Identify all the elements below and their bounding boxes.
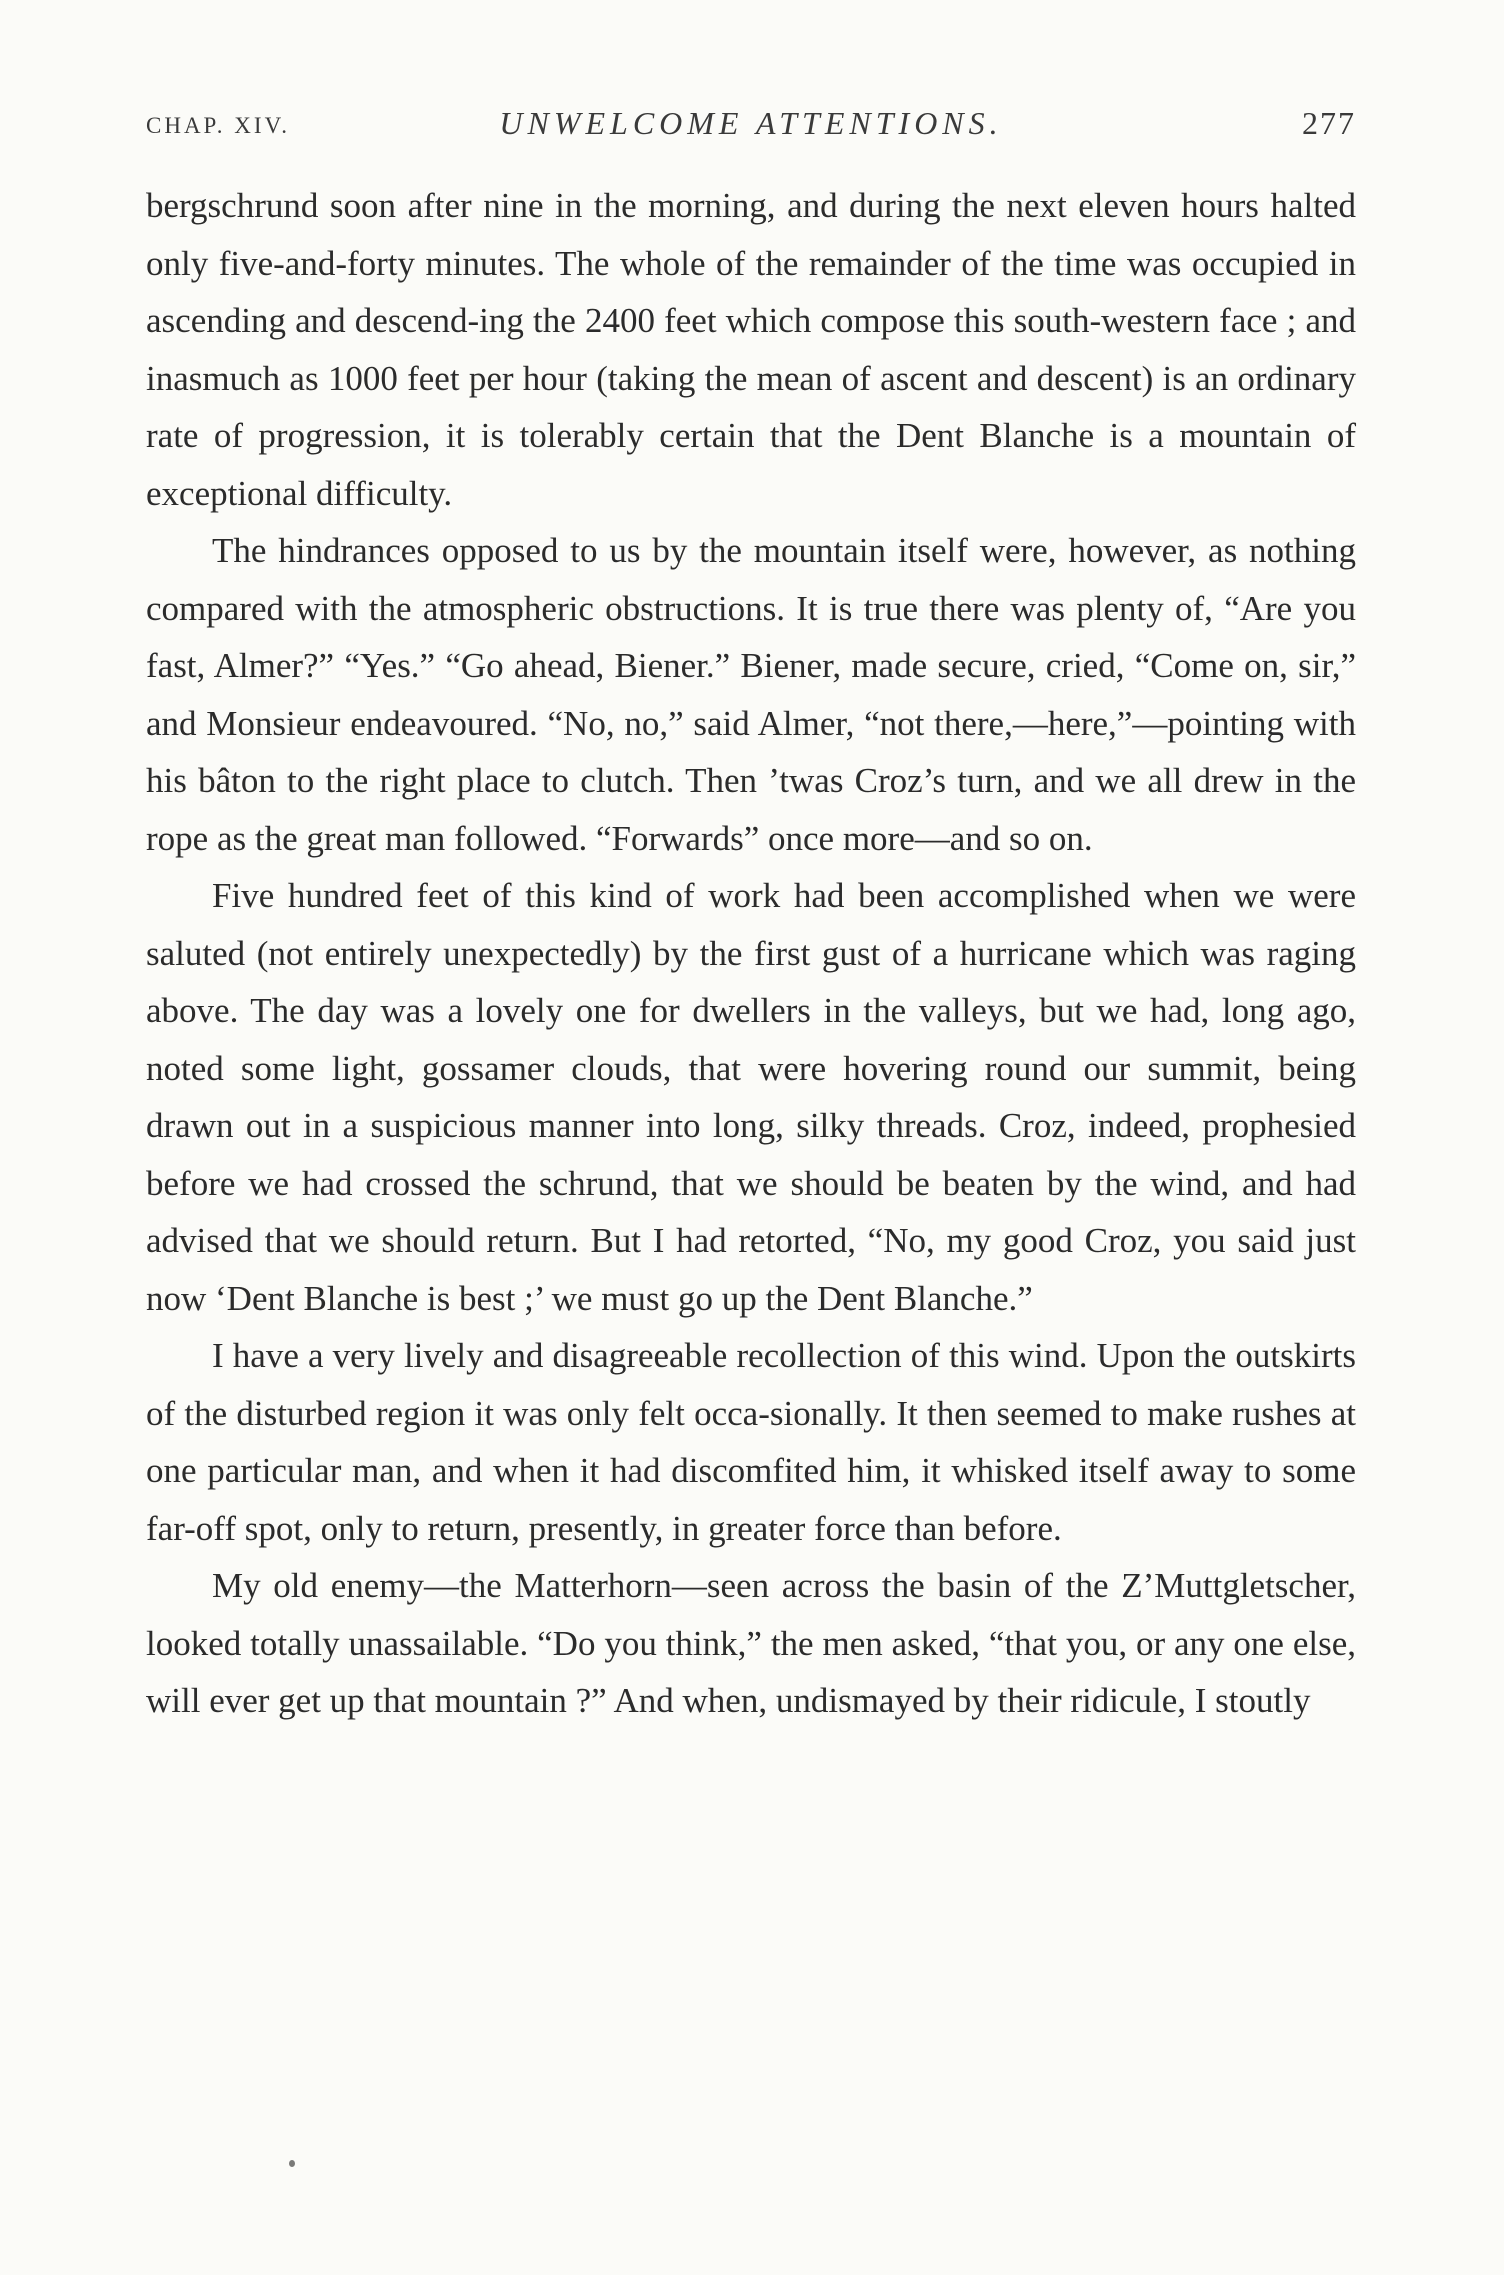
page-number: 277 — [1302, 105, 1356, 141]
paragraph-5: My old enemy—the Matterhorn—seen across the basin of the Z’Muttgletscher, looked totally unassailable. “Do you think,” the men asked, “that you, or any one else, will ever get up that mountain ?” And when, undismayed by their ridicule, I stoutly — [146, 1566, 1356, 1720]
running-head — [146, 95, 1356, 155]
paragraph-1: bergschrund soon after nine in the morning, and during the next eleven hours halted only five-and-forty minutes. The whole of the remainder of the time was occupied in ascending and descend-ing the 2400 feet which compose this south-western face ; and inasmuch as 1000 feet per hour (taking the mean of ascent and descent) is an ordinary rate of progression, it is tolerably certain that the Dent Blanche is a mountain of exceptional difficulty. — [146, 186, 1356, 513]
running-title: UNWELCOME ATTENTIONS. — [499, 105, 1003, 141]
paragraph-3: Five hundred feet of this kind of work had been accomplished when we were saluted (not entirely unexpectedly) by the first gust of a hurricane which was raging above. The day was a lovely one for dwellers in the valleys, but we had, long ago, noted some light, gossamer clouds, that were hovering round our summit, being drawn out in a suspicious manner into long, silky threads. Croz, indeed, prophesied before we had crossed the schrund, that we should be beaten by the wind, and had advised that we should return. But I had retorted, “No, my good Croz, you said just now ‘Dent Blanche is best ;’ we must go up the Dent Blanche.” — [146, 876, 1356, 1318]
paragraph-4: I have a very lively and disagreeable recollection of this wind. Upon the outskirts of the disturbed region it was only felt occa-sionally. It then seemed to make rushes at one particular man, and when it had discomfited him, it whisked itself away to some far-off spot, only to return, presently, in greater force than before. — [146, 1336, 1356, 1548]
book-page — [146, 95, 1356, 1730]
body-text — [146, 177, 1356, 1730]
ink-speck — [289, 2160, 295, 2167]
paragraph-2: The hindrances opposed to us by the mountain itself were, however, as nothing compared with the atmospheric obstructions. It is true there was plenty of, “Are you fast, Almer?” “Yes.” “Go ahead, Biener.” Biener, made secure, cried, “Come on, sir,” and Monsieur endeavoured. “No, no,” said Almer, “not there,—here,”—pointing with his bâton to the right place to clutch. Then ’twas Croz’s turn, and we all drew in the rope as the great man followed. “Forwards” once more—and so on. — [146, 531, 1356, 858]
chapter-label: CHAP. XIV. — [146, 113, 290, 138]
